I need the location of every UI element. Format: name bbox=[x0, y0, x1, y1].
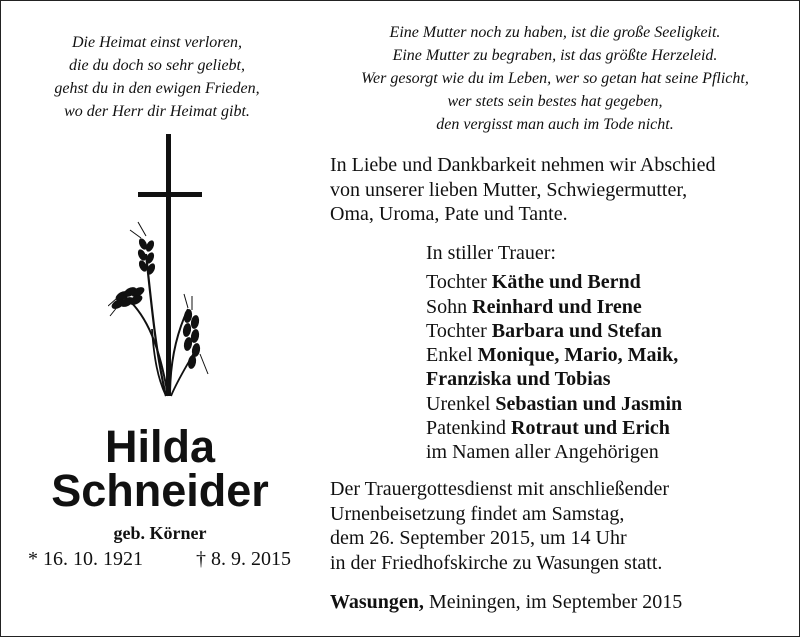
mourners-heading: In stiller Trauer: bbox=[426, 242, 556, 264]
mourner-relation: Sohn bbox=[426, 295, 468, 318]
poem-line: wo der Herr dir Heimat gibt. bbox=[64, 103, 250, 120]
place-date-line bbox=[330, 590, 682, 615]
poem-line: Eine Mutter zu begraben, ist das größte Herzeleid. bbox=[392, 47, 718, 64]
service-info bbox=[330, 477, 669, 575]
mourner-relation: Tochter bbox=[426, 319, 487, 342]
deceased-first-name: Hilda bbox=[104, 421, 216, 472]
poem-left bbox=[22, 31, 292, 123]
poem-right bbox=[318, 21, 792, 136]
mourner-names: Barbara und Stefan bbox=[491, 319, 662, 342]
text-line: Der Trauergottesdienst mit anschließender bbox=[330, 478, 670, 500]
mourner-entry bbox=[426, 270, 682, 294]
life-dates bbox=[28, 547, 291, 571]
death-date: † 8. 9. 2015 bbox=[196, 548, 291, 570]
place-name: Wasungen, bbox=[330, 591, 424, 613]
mourner-entry bbox=[426, 343, 682, 367]
poem-line: wer stets sein bestes hat gegeben, bbox=[447, 93, 663, 110]
text-line: Oma, Uroma, Pate und Tante. bbox=[330, 203, 568, 226]
mourner-relation: Tochter bbox=[426, 271, 487, 294]
text-line: Urnenbeisetzung findet am Samstag, bbox=[330, 502, 625, 525]
poem-line: Die Heimat einst verloren, bbox=[71, 34, 243, 51]
mourners-list bbox=[426, 241, 682, 465]
text-line: In Liebe und Dankbarkeit nehmen wir Abschied bbox=[330, 154, 716, 176]
mourner-entry bbox=[426, 416, 682, 440]
poem-line: Eine Mutter noch zu haben, ist die große Seeligkeit. bbox=[389, 24, 721, 41]
mourner-names: Käthe und Bernd bbox=[491, 271, 641, 294]
mourner-entry bbox=[426, 319, 682, 343]
text-line: dem 26. September 2015, um 14 Uhr bbox=[330, 527, 627, 550]
mourner-relation: Patenkind bbox=[426, 417, 506, 440]
mourner-names: Rotraut und Erich bbox=[511, 417, 670, 440]
mourner-names: Monique, Mario, Maik, bbox=[477, 344, 679, 367]
poem-line: Wer gesorgt wie du im Leben, wer so getan hat seine Pflicht, bbox=[361, 70, 749, 87]
mourner-entry bbox=[426, 295, 682, 319]
place-date: Meiningen, im September 2015 bbox=[428, 591, 683, 613]
farewell-text bbox=[330, 153, 715, 227]
poem-line: gehst du in den ewigen Frieden, bbox=[54, 80, 260, 97]
maiden-name: geb. Körner bbox=[113, 523, 207, 543]
mourner-relation: Enkel bbox=[426, 344, 473, 367]
mourner-names: Reinhard und Irene bbox=[472, 295, 642, 318]
mourner-entry bbox=[426, 367, 682, 391]
mourner-names: Sebastian und Jasmin bbox=[495, 392, 683, 415]
birth-date: * 16. 10. 1921 bbox=[28, 548, 143, 570]
text-line: von unserer lieben Mutter, Schwiegermutter, bbox=[330, 178, 688, 201]
cross-with-wheat-icon bbox=[108, 134, 218, 406]
text-line: in der Friedhofskirche zu Wasungen statt. bbox=[330, 551, 663, 574]
poem-line: die du doch so sehr geliebt, bbox=[69, 57, 245, 74]
mourner-names: Franziska und Tobias bbox=[426, 368, 611, 391]
poem-line: den vergisst man auch im Tode nicht. bbox=[436, 116, 674, 133]
mourners-closing: im Namen aller Angehörigen bbox=[426, 441, 659, 464]
deceased-last-name: Schneider bbox=[51, 465, 269, 516]
mourner-relation: Urenkel bbox=[426, 392, 491, 415]
mourner-entry bbox=[426, 392, 682, 416]
